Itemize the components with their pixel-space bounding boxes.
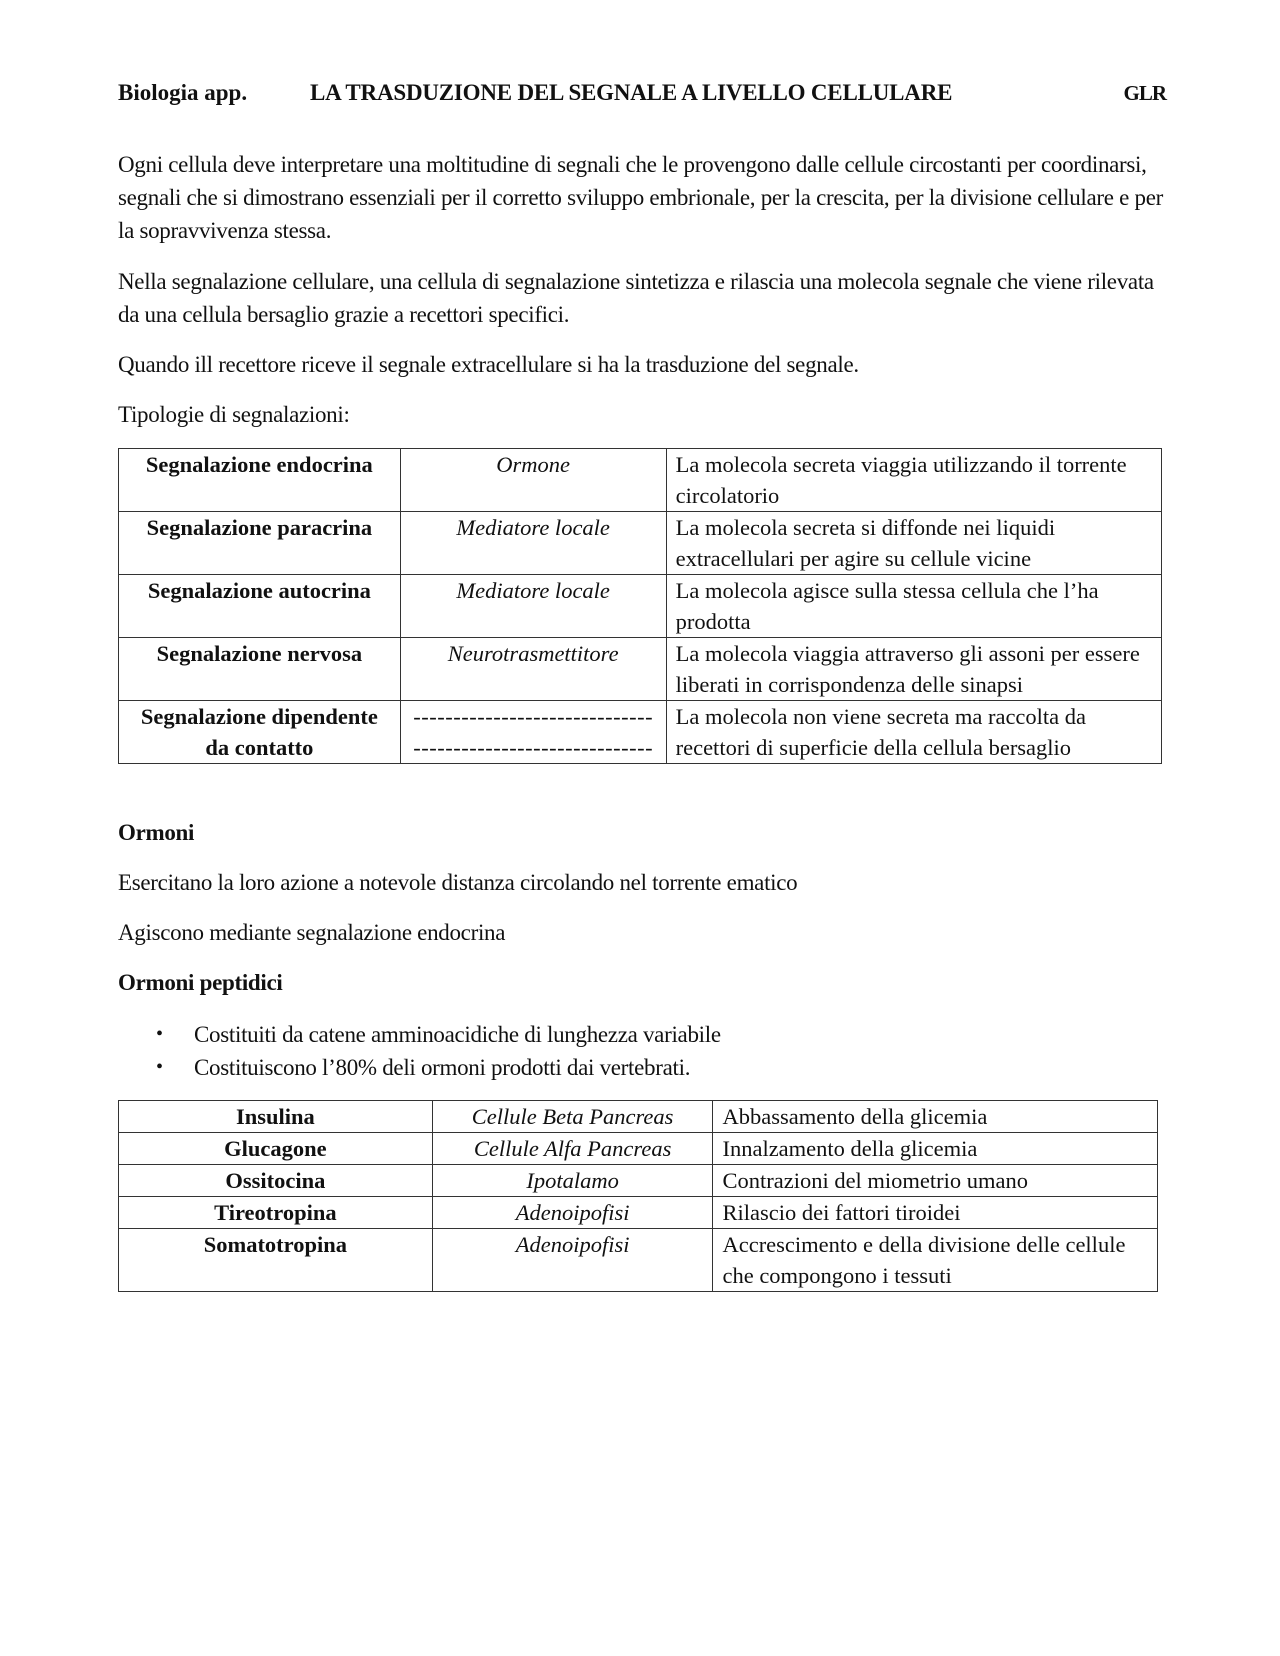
hormone-name: Somatotropina <box>119 1229 433 1292</box>
signaling-name: Segnalazione endocrina <box>119 449 401 512</box>
table-row <box>119 701 1162 764</box>
hormone-effect: Innalzamento della glicemia <box>713 1133 1158 1165</box>
signaling-name: Segnalazione paracrina <box>119 512 401 575</box>
peptide-hormones-table <box>118 1100 1158 1292</box>
author-initials: GLR <box>1123 81 1166 105</box>
hormone-source: Adenoipofisi <box>432 1229 713 1292</box>
hormone-effect: Accrescimento e della divisione delle cellule che compongono i tessuti <box>713 1229 1158 1292</box>
signaling-agent: Mediatore locale <box>400 512 666 575</box>
table-row <box>119 1197 1158 1229</box>
list-item <box>118 1051 1158 1084</box>
section-heading-ormoni: Ormoni <box>118 820 195 845</box>
signaling-agent: Mediatore locale <box>400 575 666 638</box>
table-row <box>119 449 1162 512</box>
ormoni-line-2: Agiscono mediante segnalazione endocrina <box>118 920 506 945</box>
peptide-hormones-list <box>118 1018 1158 1084</box>
hormone-source: Adenoipofisi <box>432 1197 713 1229</box>
signaling-agent-placeholder: ------------------------------ ------------------------------ <box>400 701 666 764</box>
table-row <box>119 1101 1158 1133</box>
section-heading-ormoni-peptidici: Ormoni peptidici <box>118 970 283 995</box>
bullet-icon: • <box>156 1056 163 1078</box>
bullet-icon: • <box>156 1023 163 1045</box>
signaling-types-table <box>118 448 1162 764</box>
intro-paragraph-2: Nella segnalazione cellulare, una cellula di segnalazione sintetizza e rilascia una molecola segnale che viene rilevata da una cellula bersaglio grazie a recettori specifici. <box>118 269 1154 327</box>
signaling-name: Segnalazione dipendente da contatto <box>119 701 401 764</box>
hormone-source: Ipotalamo <box>432 1165 713 1197</box>
signaling-agent: Neurotrasmettitore <box>400 638 666 701</box>
signaling-name: Segnalazione autocrina <box>119 575 401 638</box>
document-title: LA TRASDUZIONE DEL SEGNALE A LIVELLO CELLULARE <box>310 80 953 105</box>
signaling-name: Segnalazione nervosa <box>119 638 401 701</box>
hormone-name: Ossitocina <box>119 1165 433 1197</box>
ormoni-line-1: Esercitano la loro azione a notevole distanza circolando nel torrente ematico <box>118 870 798 895</box>
signaling-description: La molecola secreta si diffonde nei liquidi extracellulari per agire su cellule vicine <box>666 512 1161 575</box>
list-item-text: Costituiscono l’80% deli ormoni prodotti dai vertebrati. <box>194 1055 691 1080</box>
intro-paragraph-3: Quando ill recettore riceve il segnale extracellulare si ha la trasduzione del segnale. <box>118 352 859 377</box>
table-row <box>119 638 1162 701</box>
table-row <box>119 1133 1158 1165</box>
intro-paragraph-1: Ogni cellula deve interpretare una moltitudine di segnali che le provengono dalle cellule circostanti per coordinarsi, segnali che si dimostrano essenziali per il corretto sviluppo embrionale, per la crescita, per la divisione cellulare e per la sopravvivenza stessa. <box>118 152 1163 243</box>
hormone-source: Cellule Beta Pancreas <box>432 1101 713 1133</box>
list-item-text: Costituiti da catene amminoacidiche di lunghezza variabile <box>194 1022 721 1047</box>
signaling-types-label: Tipologie di segnalazioni: <box>118 402 350 427</box>
hormone-effect: Rilascio dei fattori tiroidei <box>713 1197 1158 1229</box>
table-row <box>119 575 1162 638</box>
signaling-description: La molecola secreta viaggia utilizzando il torrente circolatorio <box>666 449 1161 512</box>
hormone-name: Glucagone <box>119 1133 433 1165</box>
hormone-effect: Contrazioni del miometrio umano <box>713 1165 1158 1197</box>
signaling-agent: Ormone <box>400 449 666 512</box>
signaling-description: La molecola agisce sulla stessa cellula che l’ha prodotta <box>666 575 1161 638</box>
signaling-description: La molecola non viene secreta ma raccolta da recettori di superficie della cellula bersaglio <box>666 701 1161 764</box>
signaling-description: La molecola viaggia attraverso gli assoni per essere liberati in corrispondenza delle sinapsi <box>666 638 1161 701</box>
hormone-name: Insulina <box>119 1101 433 1133</box>
hormone-name: Tireotropina <box>119 1197 433 1229</box>
list-item <box>118 1018 1158 1051</box>
table-row <box>119 1229 1158 1292</box>
course-label: Biologia app. <box>118 80 248 105</box>
hormone-source: Cellule Alfa Pancreas <box>432 1133 713 1165</box>
hormone-effect: Abbassamento della glicemia <box>713 1101 1158 1133</box>
page-header <box>118 78 1166 108</box>
table-row <box>119 512 1162 575</box>
table-row <box>119 1165 1158 1197</box>
